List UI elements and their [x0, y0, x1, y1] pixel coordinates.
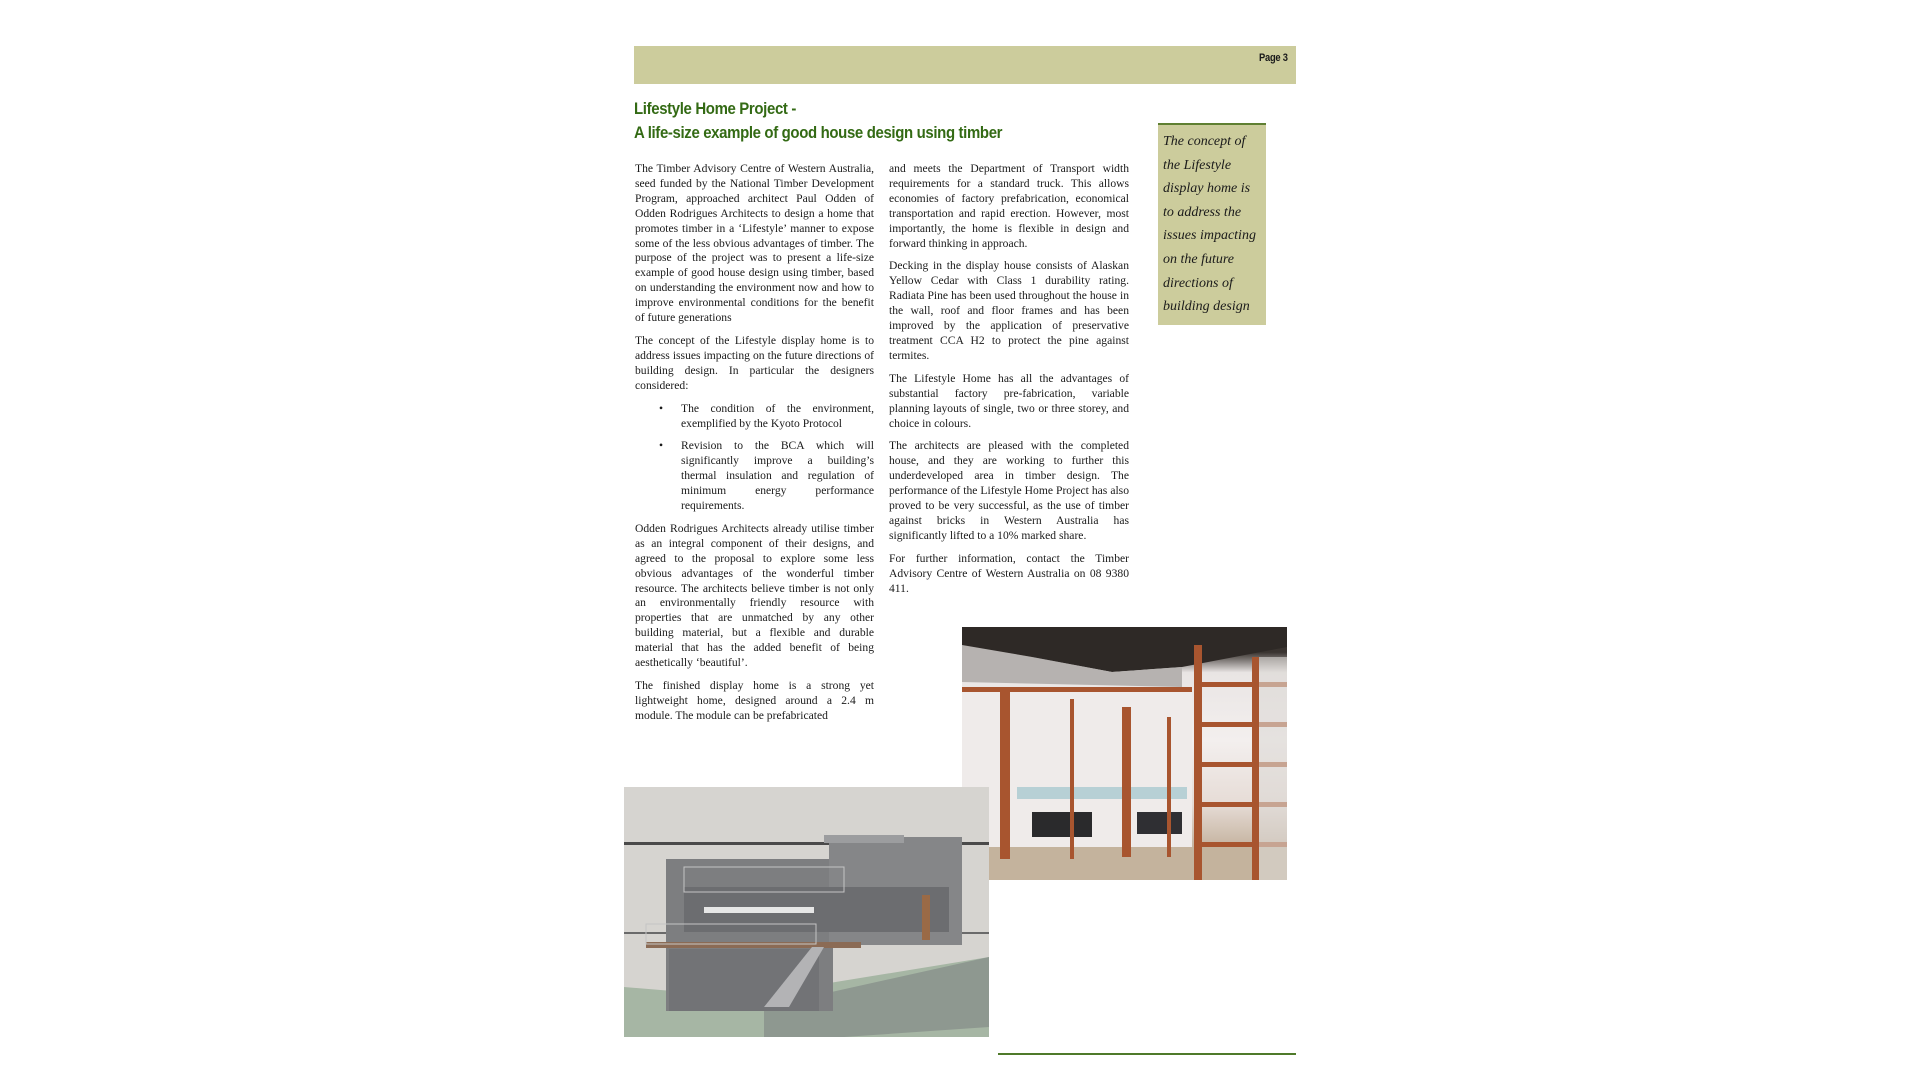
bottom-divider	[998, 1053, 1296, 1055]
text-column-1	[635, 162, 874, 732]
bullet-icon: •	[659, 401, 664, 415]
page-number: Page 3	[1259, 52, 1288, 64]
paragraph: For further information, contact the Timber Advisory Centre of Western Australia on 08 9380 411.	[889, 551, 1129, 595]
paragraph: Decking in the display house consists of Alaskan Yellow Cedar with Class 1 durability rating. Radiata Pine has been used throughout the house in the wall, roof and floor frames and has been improved by the application of preservative treatment CCA H2 to protect the pine against termites.	[889, 259, 1129, 362]
paragraph: The Timber Advisory Centre of Western Australia, seed funded by the National Timber Development Program, approached architect Paul Odden of Odden Rodrigues Architects to design a home that promotes timber in a ‘Lifestyle’ manner to expose some of the less obvious advantages of timber. The purpose of the project was to present a life-size example of good house design using timber, based on understanding the environment now and how to improve environmental conditions for the benefit of future generations	[635, 162, 874, 325]
bullet-item: • The condition of the environment, exemplified by the Kyoto Protocol	[659, 401, 874, 430]
title-line-2: A life-size example of good house design using timber	[634, 123, 1003, 142]
page-header-band	[634, 46, 1296, 84]
paragraph: The finished display home is a strong yet lightweight home, designed around a 2.4 m module. The module can be prefabricated	[635, 679, 874, 722]
interior-photo	[962, 627, 1287, 880]
interior-photo-illustration	[962, 627, 1287, 880]
model-photo	[624, 787, 989, 1037]
paragraph: The Lifestyle Home has all the advantages of substantial factory pre-fabrication, variable planning layouts of single, two or three storey, and choice in colours.	[889, 371, 1129, 430]
paragraph: The architects are pleased with the completed house, and they are working to further this underdeveloped area in timber design. The performance of the Lifestyle Home Project has also proved to be very successful, as the use of timber against bricks in Western Australia has significantly lifted to a 10% marked share.	[889, 439, 1129, 542]
bullet-list	[635, 402, 874, 514]
bullet-item: • Revision to the BCA which will significantly improve a building’s thermal insulation and regulation of minimum energy performance requirements.	[659, 439, 874, 513]
title-line-1: Lifestyle Home Project -	[634, 99, 796, 118]
text-column-2	[889, 162, 1129, 604]
bullet-icon: •	[659, 439, 664, 453]
pull-quote: The concept of the Lifestyle display home is to address the issues impacting on the future directions of building design	[1158, 123, 1266, 325]
article-title	[634, 97, 1154, 145]
paragraph: The concept of the Lifestyle display home is to address issues impacting on the future directions of building design. In particular the designers considered:	[635, 333, 874, 392]
paragraph: Odden Rodrigues Architects already utilise timber as an integral component of their designs, and agreed to the proposal to explore some less obvious advantages of the wonderful timber resource. The architects believe timber is not only an environmentally friendly resource with properties that are unmatched by any other building material, but a flexible and durable material that has the added benefit of being aesthetically ‘beautiful’.	[635, 521, 874, 670]
paragraph: and meets the Department of Transport width requirements for a standard truck. This allows economies of factory prefabrication, economical transportation and rapid erection. However, most importantly, the home is flexible in design and forward thinking in approach.	[889, 162, 1129, 250]
model-photo-illustration	[624, 787, 989, 1037]
